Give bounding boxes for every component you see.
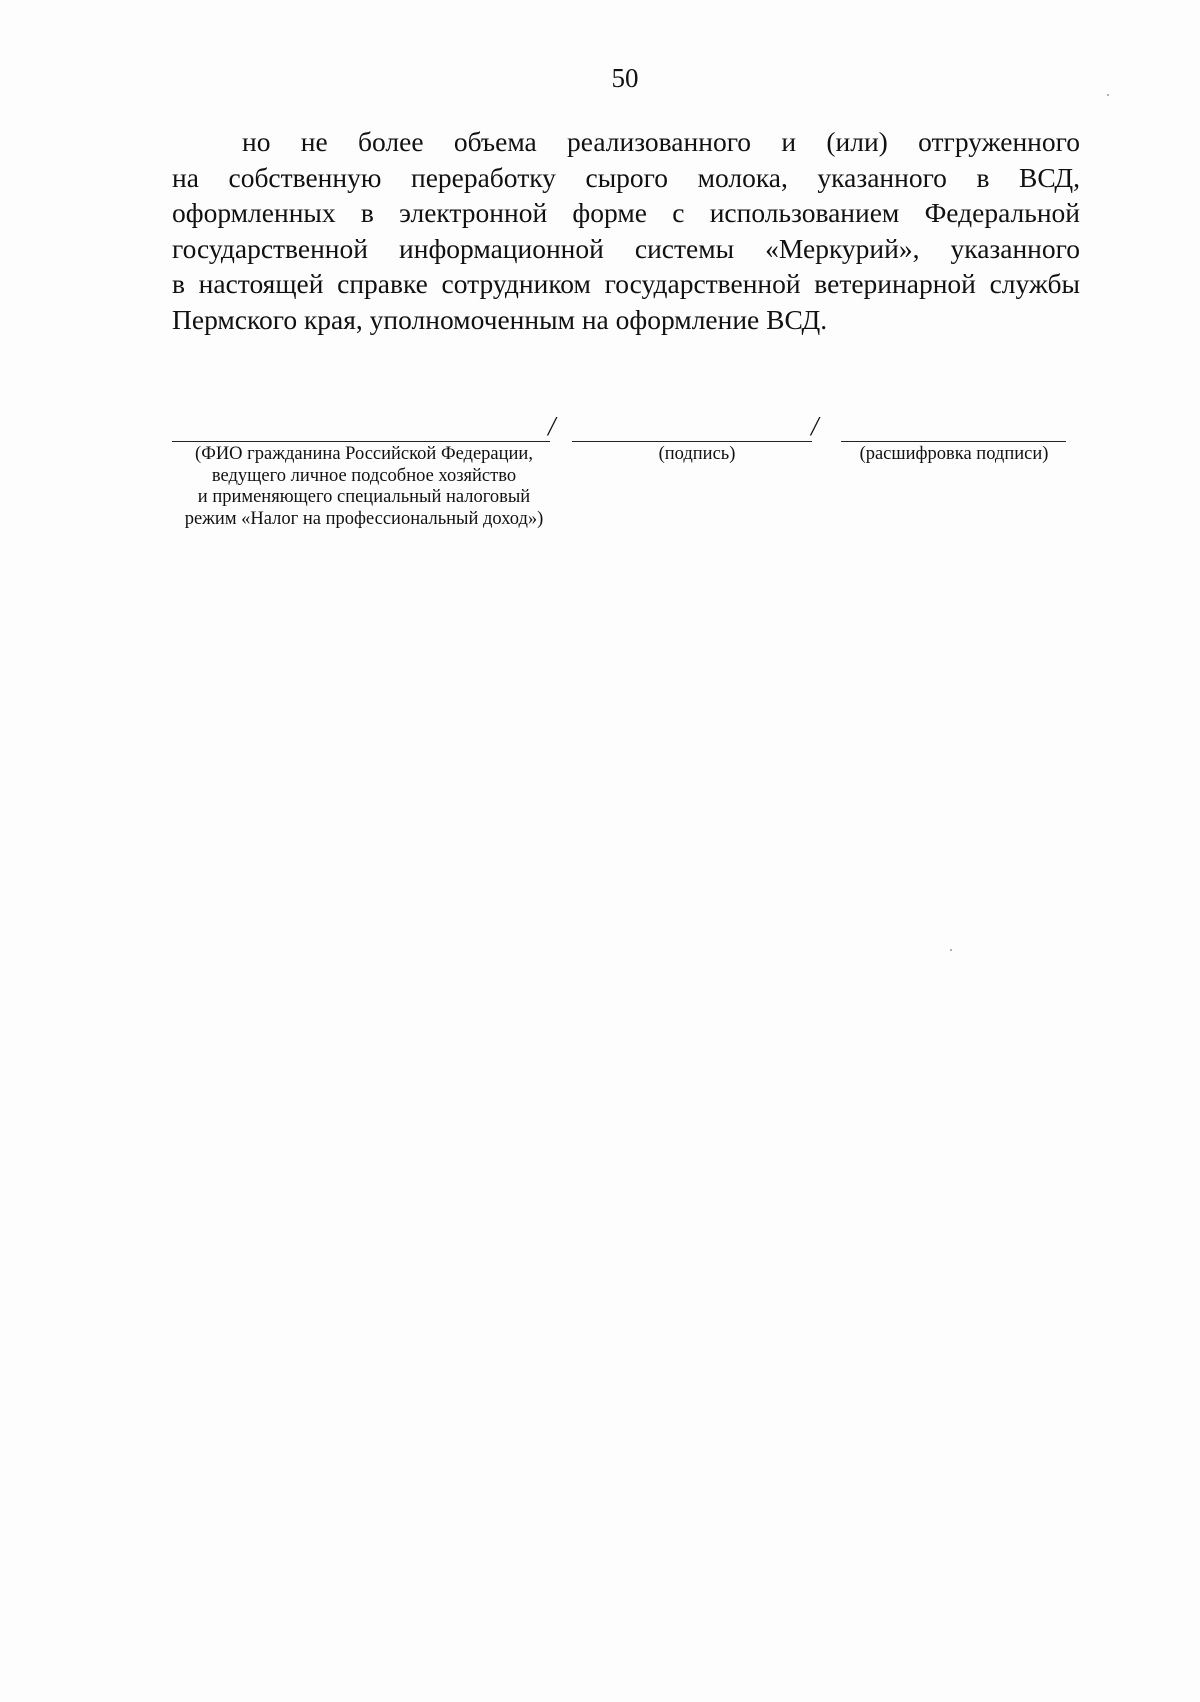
signature-underline xyxy=(572,441,812,442)
decoding-caption: (расшифровка подписи) xyxy=(859,444,1049,464)
decoding-underline xyxy=(841,441,1066,442)
paragraph-line: в настоящей справке сотрудником государственной ветеринарной службы xyxy=(172,268,1080,300)
paragraph-line: но не более объема реализованного и (или) отгруженного xyxy=(242,126,1080,157)
separator-slash: / xyxy=(811,411,819,441)
separator-slash: / xyxy=(548,411,556,441)
name-caption-line: (ФИО гражданина Российской Федерации, xyxy=(195,444,533,464)
paragraph-line: Пермского края, уполномоченным на оформление ВСД. xyxy=(172,303,828,335)
name-caption-line: и применяющего специальный налоговый xyxy=(197,487,531,507)
page-number: 50 xyxy=(611,63,639,93)
paragraph-line: государственной информационной системы «Меркурий», указанного xyxy=(172,232,1080,264)
paragraph xyxy=(172,124,1080,338)
name-caption xyxy=(164,444,564,530)
paragraph-line: оформленных в электронной форме с использованием Федеральной xyxy=(172,197,1080,229)
name-caption-line: ведущего личное подсобное хозяйство xyxy=(211,465,517,486)
signature-caption: (подпись) xyxy=(658,444,736,464)
scan-speck xyxy=(1107,94,1109,96)
name-caption-line: режим «Налог на профессиональный доход») xyxy=(184,508,544,529)
scan-speck xyxy=(950,949,952,951)
paragraph-line: на собственную переработку сырого молока, указанного в ВСД, xyxy=(172,161,1080,193)
name-underline xyxy=(172,441,550,442)
